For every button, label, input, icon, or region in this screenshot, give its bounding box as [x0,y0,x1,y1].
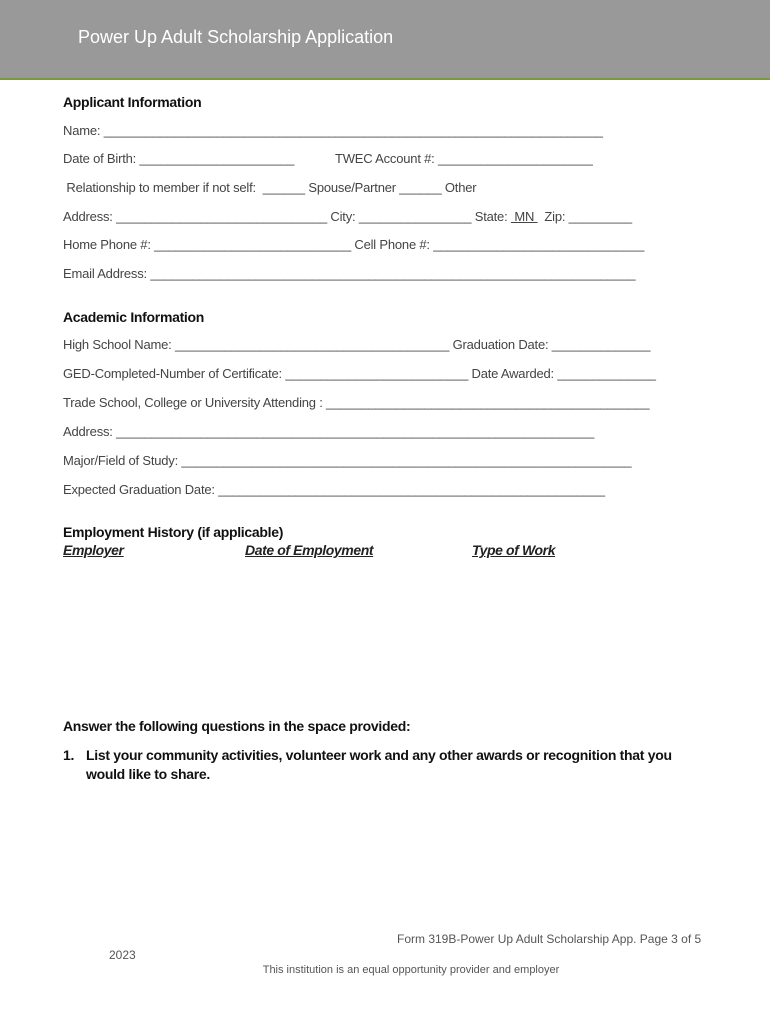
address-city-state-zip-field[interactable] [63,209,632,224]
expected-graduation-field[interactable]: Expected Graduation Date: _______________________________________________________ [63,482,605,497]
phone-fields[interactable]: Home Phone #: ____________________________ Cell Phone #: ______________________________ [63,237,645,252]
form-year: 2023 [109,948,136,962]
zip-label: Zip: _________ [537,209,632,224]
dob-field[interactable]: Date of Birth: ______________________ [63,151,295,166]
school-attending-field[interactable]: Trade School, College or University Attending : ______________________________________________ [63,395,650,410]
form-page-label: Form 319B-Power Up Adult Scholarship App. Page 3 of 5 [397,932,702,946]
applicant-section-heading: Applicant Information [63,94,202,110]
employer-column-header: Employer [63,542,124,558]
major-field[interactable]: Major/Field of Study: ________________________________________________________________ [63,453,632,468]
email-field[interactable]: Email Address: _____________________________________________________________________ [63,266,636,281]
page-header-banner [0,0,770,80]
questions-heading: Answer the following questions in the space provided: [63,718,411,734]
employment-section-heading: Employment History (if applicable) [63,524,284,540]
state-value: MN [510,209,538,224]
address-city-state-label: Address: ______________________________ City: ________________ State: [63,209,511,224]
date-of-employment-column-header: Date of Employment [245,542,374,558]
type-of-work-column-header: Type of Work [472,542,556,558]
academic-section-heading: Academic Information [63,309,205,325]
equal-opportunity-notice: This institution is an equal opportunity provider and employer [262,964,560,976]
question-1-text: List your community activities, volunteer work and any other awards or recognition that you would like to share. [86,747,672,782]
relationship-field[interactable]: Relationship to member if not self: ______ Spouse/Partner ______ Other [63,180,477,195]
ged-field[interactable]: GED-Completed-Number of Certificate: __________________________ Date Awarded: ______________ [63,366,656,381]
high-school-field[interactable]: High School Name: _______________________________________ Graduation Date: ______________ [63,337,651,352]
school-address-field[interactable]: Address: ____________________________________________________________________ [63,424,595,439]
question-1-number: 1. [63,747,75,763]
name-field[interactable]: Name: _______________________________________________________________________ [63,123,603,138]
page-title: Power Up Adult Scholarship Application [78,27,394,47]
twec-account-field[interactable]: TWEC Account #: ______________________ [335,151,593,166]
